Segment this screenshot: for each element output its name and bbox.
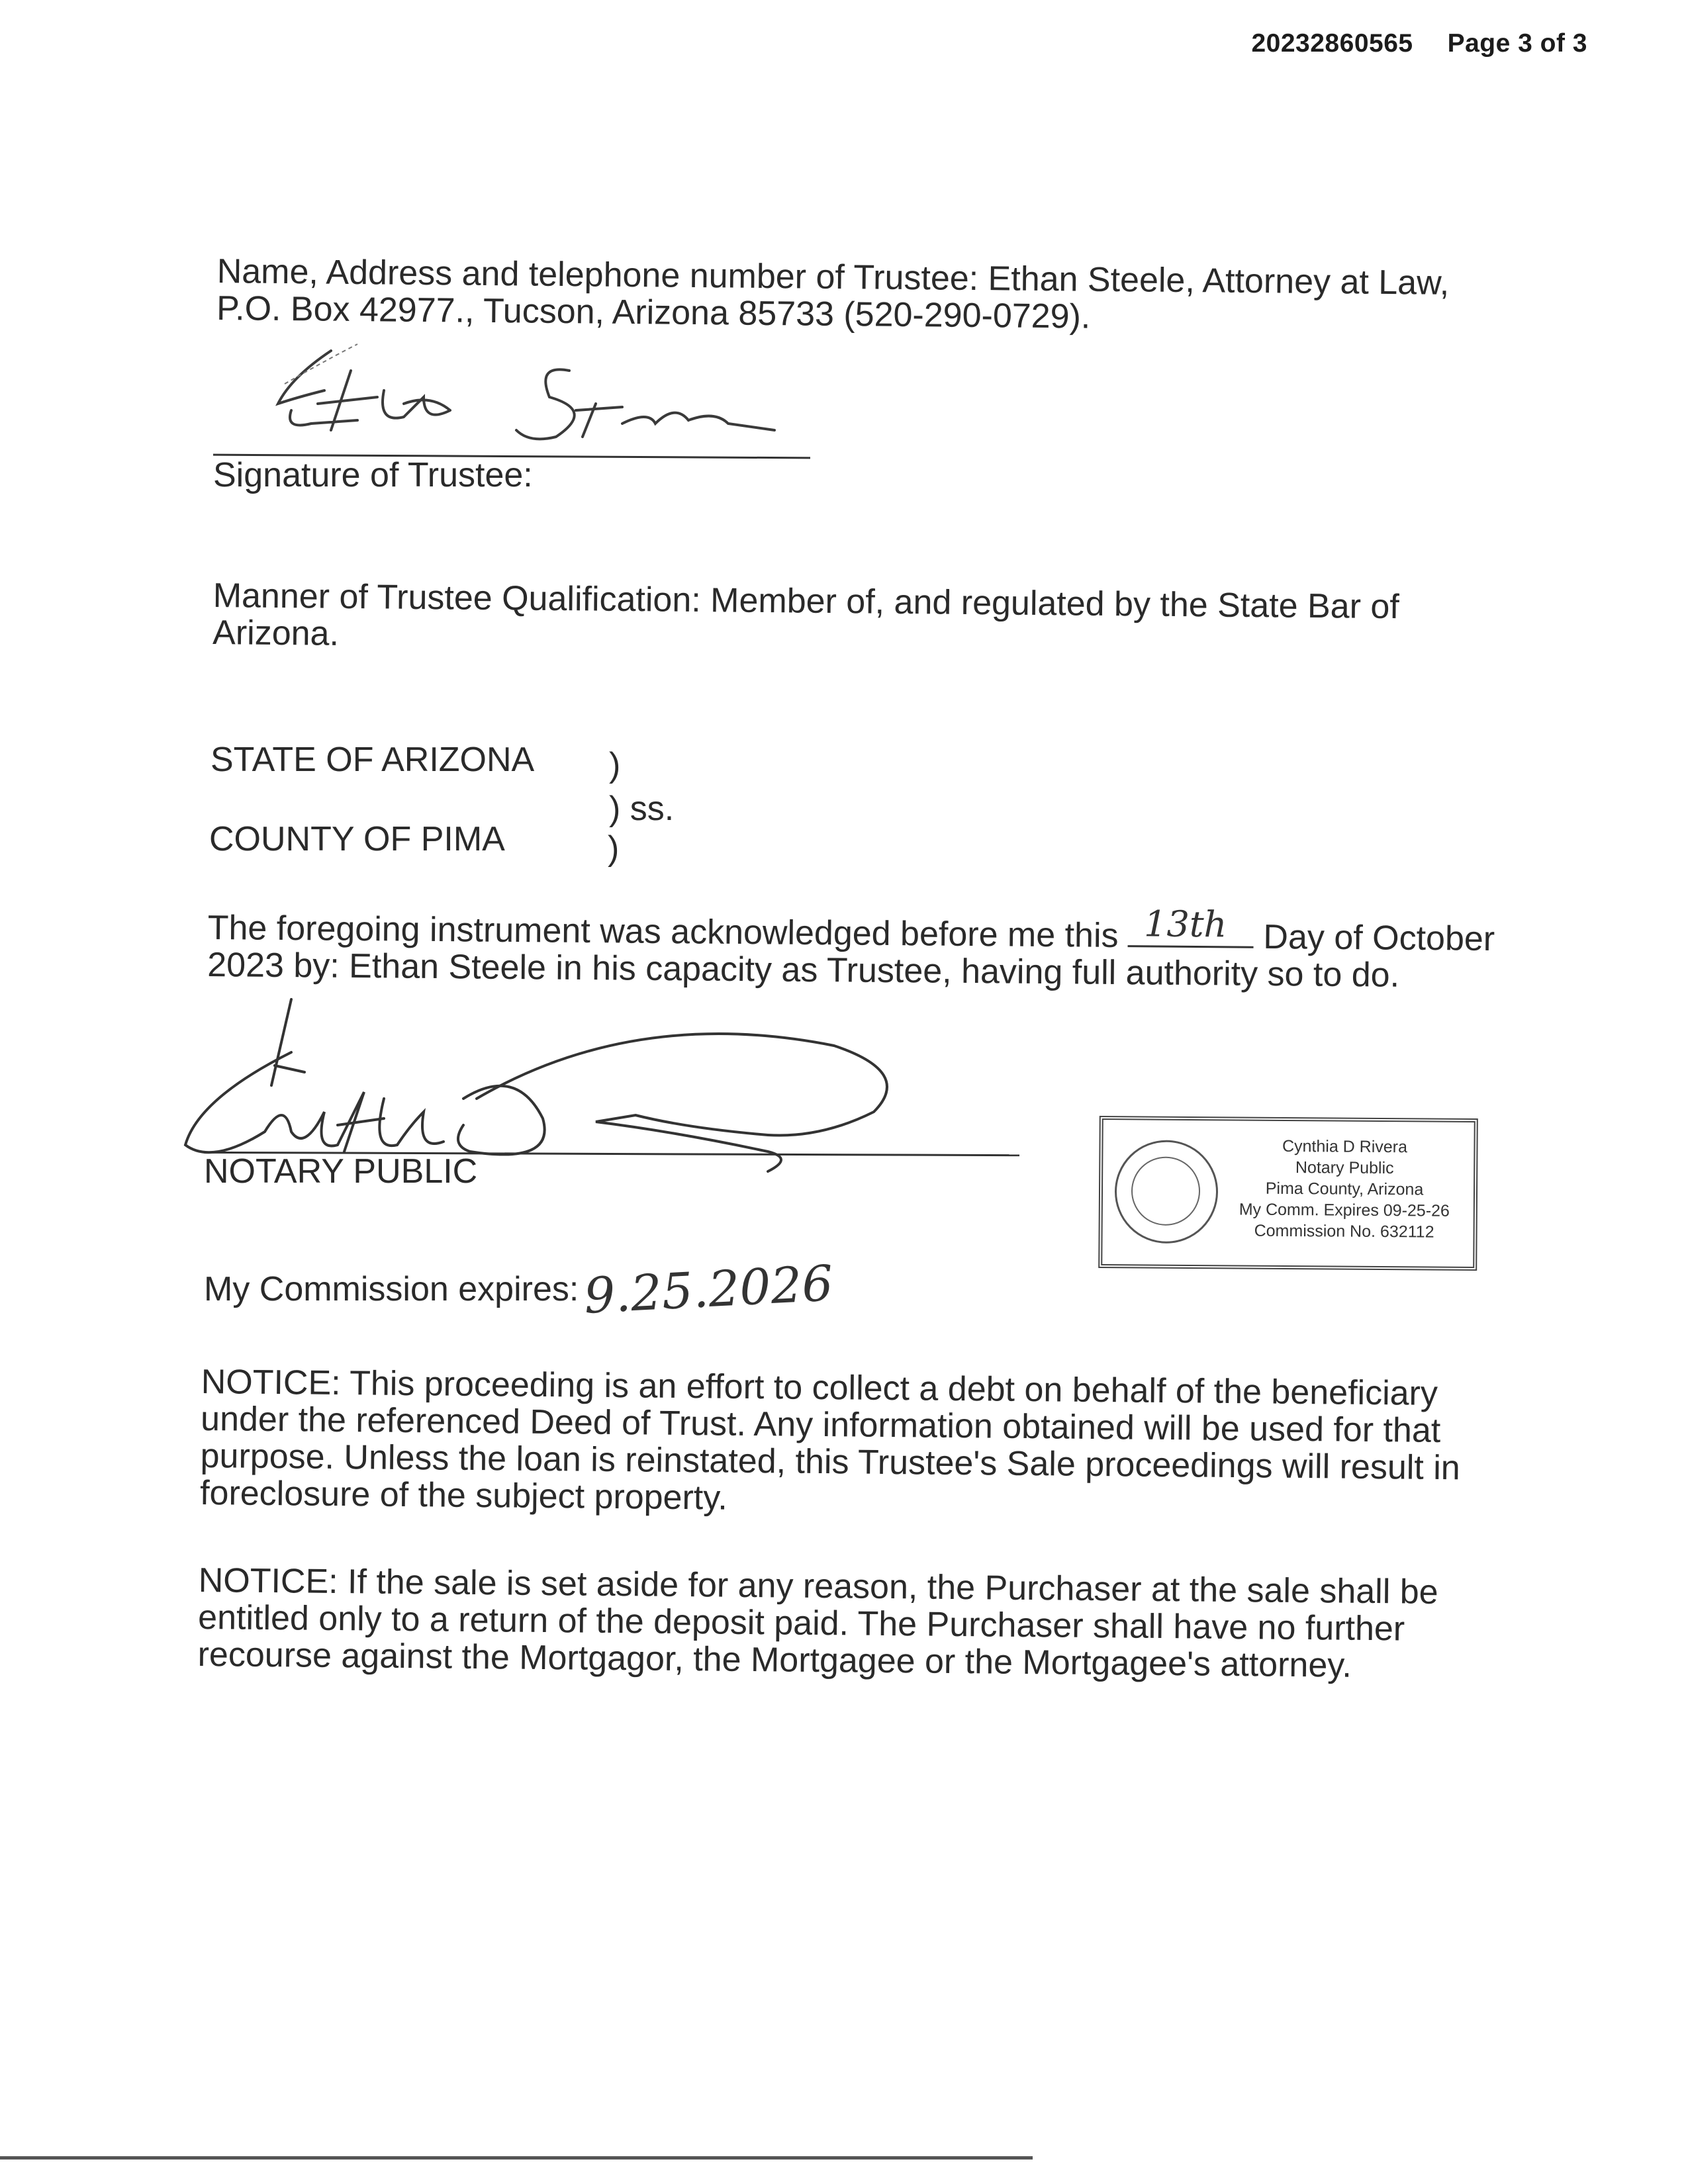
page-header — [1251, 29, 1587, 58]
stamp-line: My Comm. Expires 09-25-26 — [1239, 1200, 1450, 1220]
notary-stamp-text — [1221, 1135, 1467, 1243]
venue-paren-top: ) — [609, 746, 621, 784]
venue-county: COUNTY OF PIMA — [209, 820, 505, 858]
commission-label: My Commission expires: — [204, 1270, 579, 1308]
stamp-line: Notary Public — [1295, 1158, 1394, 1178]
stamp-line: Cynthia D Rivera — [1282, 1136, 1408, 1157]
acknowledgment-paragraph — [207, 903, 1519, 995]
page-indicator: Page 3 of 3 — [1447, 29, 1587, 58]
trustee-info: Name, Address and telephone number of Trustee: Ethan Steele, Attorney at Law, P.O. Box 42977., Tucson, Arizona 85733 (520-290-0729). — [216, 252, 1450, 336]
trustee-qualification: Manner of Trustee Qualification: Member of, and regulated by the State Bar of Arizona. — [212, 576, 1400, 653]
state-seal-icon — [1114, 1140, 1218, 1244]
trustee-signature — [252, 331, 821, 463]
bottom-scan-rule — [0, 2156, 1033, 2160]
ack-text-before: The foregoing instrument was acknowledged before me this — [207, 909, 1119, 956]
notice-debt-collection: NOTICE: This proceeding is an effort to collect a debt on behalf of the beneficiary under the referenced Deed of Trust. Any information obtained will be used for that purpose. Unless the loan is reinstated, this Trustee's Sale proceedings will result in foreclosure of the subject property. — [199, 1363, 1460, 1518]
trustee-signature-label: Signature of Trustee: — [213, 456, 533, 494]
notary-stamp — [1098, 1116, 1478, 1271]
notary-public-label: NOTARY PUBLIC — [204, 1152, 478, 1191]
ack-day-handwritten: 13th — [1143, 903, 1227, 946]
venue-state: STATE OF ARIZONA — [211, 741, 535, 779]
notice-sale-set-aside: NOTICE: If the sale is set aside for any reason, the Purchaser at the sale shall be entitled only to a return of the deposit paid. The Purchaser shall have no further recourse against the Mortgagor, the Mortgagee or the Mortgagee's attorney. — [197, 1561, 1438, 1685]
stamp-line: Commission No. 632112 — [1254, 1221, 1434, 1242]
ack-day-field — [1128, 903, 1254, 948]
document-number: 20232860565 — [1251, 29, 1413, 58]
commission-date-handwritten: 9.25.2026 — [583, 1255, 835, 1325]
stamp-line: Pima County, Arizona — [1265, 1179, 1424, 1199]
ack-text-after: Day of October 2023 by: Ethan Steele in his capacity as Trustee, having full authority so to do. — [207, 917, 1495, 995]
venue-ss: ) ss. — [609, 790, 675, 828]
venue-paren-bottom: ) — [608, 829, 620, 868]
